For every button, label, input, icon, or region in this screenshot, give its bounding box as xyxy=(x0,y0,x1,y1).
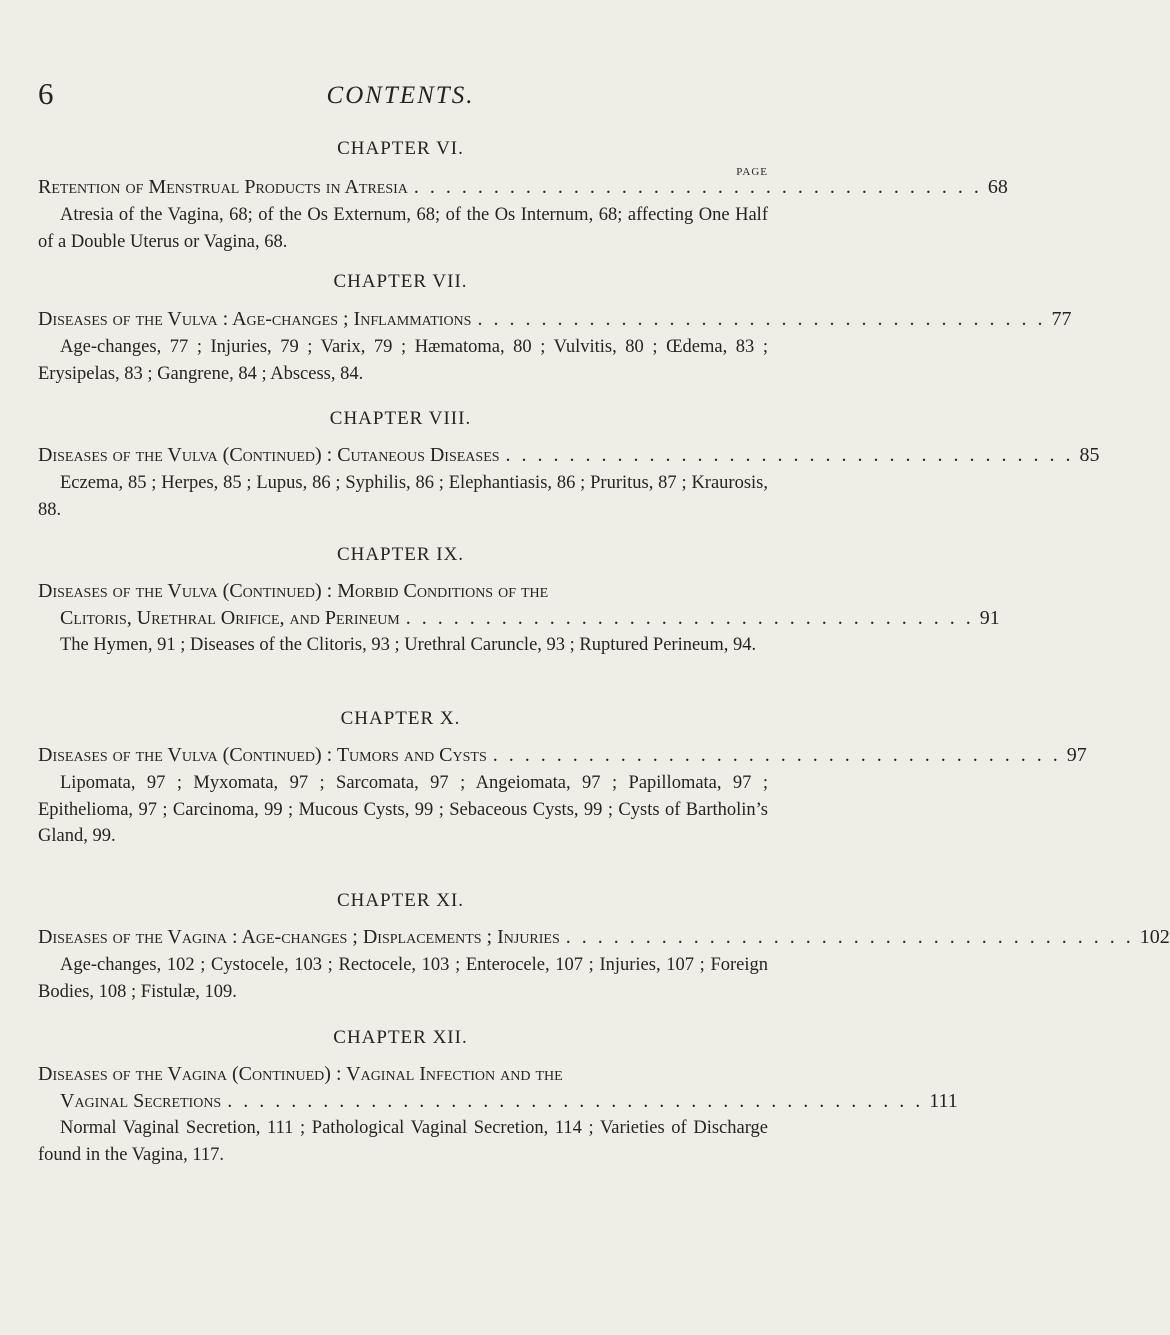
leader-dots: . . . . . . . . . . . . . . . . . . . . . . . . . . . . . . . . . . . . xyxy=(492,744,1061,766)
chapter-heading: CHAPTER X. xyxy=(340,708,461,729)
chapter-page-number: 91 xyxy=(979,607,1000,629)
chapter-title-text: Diseases of the Vulva (Continued) : Cutaneous Diseases xyxy=(38,444,500,466)
chapter-summary: Lipomata, 97 ; Myxomata, 97 ; Sarcomata, 97 ; Angeiomata, 97 ; Papillomata, 97 ; Epithelioma, 97 ; Carcinoma, 99 ; Mucous Cysts, 99 ; Sebaceous Cysts, 99 ; Cysts of Bartholin’s Gland, 99. xyxy=(38,773,768,846)
chapter-title xyxy=(38,307,1072,331)
chapter-heading: CHAPTER VI. xyxy=(337,138,464,159)
chapter-title xyxy=(38,579,768,603)
chapter-summary: Eczema, 85 ; Herpes, 85 ; Lupus, 86 ; Syphilis, 86 ; Elephantiasis, 86 ; Pruritus, 87 ; Kraurosis, 88. xyxy=(38,473,768,520)
chapter-title xyxy=(38,443,1100,467)
chapter-heading: CHAPTER XI. xyxy=(336,890,465,911)
chapter-page-number: 111 xyxy=(929,1090,958,1112)
chapter-page-number: 77 xyxy=(1051,308,1072,330)
page-column-label: PAGE xyxy=(736,166,768,178)
chapter-title-text: Retention of Menstrual Products in Atresia xyxy=(38,176,408,198)
chapter-title-text: Diseases of the Vulva (Continued) : Morbid Conditions of the xyxy=(38,580,549,602)
chapter-title xyxy=(60,606,1000,630)
chapter-summary: Atresia of the Vagina, 68; of the Os Externum, 68; of the Os Internum, 68; affecting One Half of a Double Uterus or Vagina, 68. xyxy=(38,205,768,252)
chapter-heading: CHAPTER XII. xyxy=(333,1027,468,1048)
chapter-heading: CHAPTER IX. xyxy=(336,544,465,565)
chapter-summary: Normal Vaginal Secretion, 111 ; Pathological Vaginal Secretion, 114 ; Varieties of Discharge found in the Vagina, 117. xyxy=(38,1118,768,1165)
leader-dots: . . . . . . . . . . . . . . . . . . . . . . . . . . . . . . . . . . . . . . . . . . . . xyxy=(227,1090,924,1112)
leader-dots: . . . . . . . . . . . . . . . . . . . . . . . . . . . . . . . . . . . . xyxy=(565,926,1134,948)
chapter-summary: Age-changes, 77 ; Injuries, 79 ; Varix, 79 ; Hæmatoma, 80 ; Vulvitis, 80 ; Œdema, 83 ; Erysipelas, 83 ; Gangrene, 84 ; Abscess, 84. xyxy=(38,337,768,384)
running-head: CONTENTS. xyxy=(326,82,475,109)
chapter-summary: Age-changes, 102 ; Cystocele, 103 ; Rectocele, 103 ; Enterocele, 107 ; Injuries, 107 ; Foreign Bodies, 108 ; Fistulæ, 109. xyxy=(38,955,768,1002)
chapter-summary: The Hymen, 91 ; Diseases of the Clitoris, 93 ; Urethral Caruncle, 93 ; Ruptured Perineum, 94. xyxy=(60,635,757,655)
chapter-title-text: Diseases of the Vagina : Age-changes ; Displacements ; Injuries xyxy=(38,926,560,948)
chapter-title-text: Diseases of the Vulva : Age-changes ; Inflammations xyxy=(38,308,472,330)
chapter-title-text: Clitoris, Urethral Orifice, and Perineum xyxy=(60,607,400,629)
chapter-title xyxy=(38,743,1087,767)
chapter-title xyxy=(38,1062,768,1086)
chapter-title-text: Diseases of the Vagina (Continued) : Vaginal Infection and the xyxy=(38,1063,563,1085)
chapter-title xyxy=(38,175,1008,199)
page-number: 6 xyxy=(38,76,54,111)
chapter-title xyxy=(60,1089,958,1113)
chapter-page-number: 97 xyxy=(1066,744,1087,766)
chapter-page-number: 102 xyxy=(1139,926,1170,948)
leader-dots: . . . . . . . . . . . . . . . . . . . . . . . . . . . . . . . . . . . . xyxy=(413,176,982,198)
chapter-heading: CHAPTER VIII. xyxy=(329,408,472,429)
chapter-page-number: 85 xyxy=(1079,444,1100,466)
chapter-heading: CHAPTER VII. xyxy=(333,271,468,292)
chapter-page-number: 68 xyxy=(987,176,1008,198)
chapter-title-text: Diseases of the Vulva (Continued) : Tumors and Cysts xyxy=(38,744,487,766)
leader-dots: . . . . . . . . . . . . . . . . . . . . . . . . . . . . . . . . . . . . xyxy=(405,607,974,629)
chapter-title-text: Vaginal Secretions xyxy=(60,1090,222,1112)
leader-dots: . . . . . . . . . . . . . . . . . . . . . . . . . . . . . . . . . . . . xyxy=(477,308,1046,330)
leader-dots: . . . . . . . . . . . . . . . . . . . . . . . . . . . . . . . . . . . . xyxy=(505,444,1074,466)
chapter-title xyxy=(38,925,1170,949)
